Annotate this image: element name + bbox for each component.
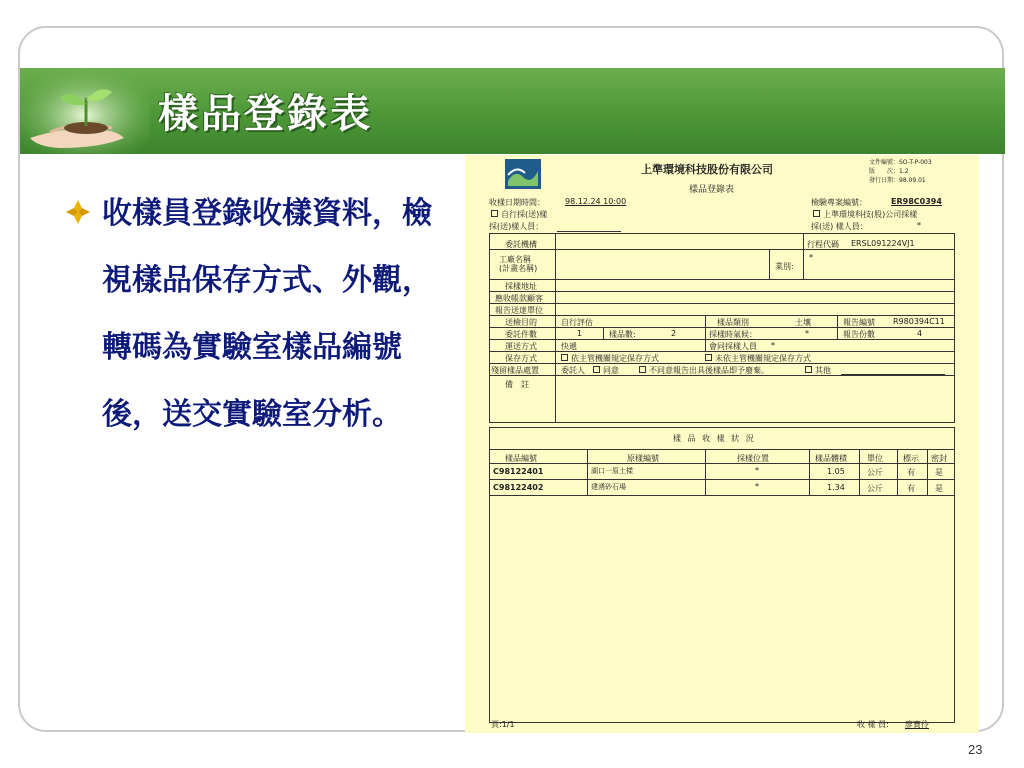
company-name: 上準環境科技股份有限公司 [641, 163, 773, 176]
preserve-opt1-checkbox [561, 354, 568, 361]
collector2-value: * [917, 221, 921, 230]
receive-time-value: 98.12.24 10:00 [565, 197, 627, 206]
retain-other-checkbox [805, 366, 812, 373]
remarks-label: 備 註 [505, 380, 529, 389]
row2-sealed: 是 [935, 484, 943, 493]
row-line-8 [489, 351, 955, 352]
header-location: 採樣位置 [737, 454, 769, 463]
receipt-table [489, 427, 955, 723]
factory-label: 工廠名稱 (計畫名稱) [499, 255, 538, 273]
receipt-col-1 [587, 449, 588, 495]
row2-label: 有 [907, 484, 915, 493]
form-title: 樣品登錄表 [689, 185, 735, 195]
industry-divider-a [769, 249, 770, 279]
retain-opt1-label: 委託人 [561, 366, 585, 375]
receipt-col-5 [897, 449, 898, 495]
purpose-value: 自行評估 [561, 318, 593, 327]
bullet-paragraph: 收樣員登錄收樣資料，檢視樣品保存方式、外觀，轉碼為實驗室樣品編號後，送交實驗室分析。 [102, 196, 432, 432]
report-no-label: 報告編號 [843, 318, 875, 327]
count-value: 1 [577, 329, 583, 338]
form-table [489, 233, 955, 423]
retain-label: 殘留樣品處置 [491, 366, 539, 375]
company-collect-checkbox [813, 210, 820, 217]
seedling-hand-icon [20, 68, 150, 154]
page-number: 23 [968, 742, 983, 757]
row1-unit: 公斤 [867, 468, 883, 477]
joint-collector-value: * [771, 341, 775, 350]
preserve-opt1-label: 依主管機關規定保存方式 [571, 354, 659, 363]
joint-collector-label: 會同採樣人員 [709, 342, 757, 351]
count-divider [603, 327, 604, 339]
row2-unit: 公斤 [867, 484, 883, 493]
receipt-header-line [489, 463, 955, 464]
industry-divider-b [803, 249, 804, 279]
collector-label: 採(送)樣人員： [489, 222, 544, 231]
receive-time-label: 收樣日期時間： [489, 198, 545, 207]
itinerary-value: ERSL091224VJ1 [851, 239, 915, 248]
preserve-label: 保存方式 [505, 354, 537, 363]
receipt-row-line-1 [489, 479, 955, 480]
header-unit: 單位 [867, 454, 883, 463]
industry-label: 業別: [775, 262, 794, 271]
diamond-bullet-icon [64, 198, 92, 226]
receipt-col-2 [705, 449, 706, 495]
row2-sample-no: C98122402 [493, 483, 544, 492]
self-collect-checkbox [491, 210, 498, 217]
header-original-no: 原樣編號 [627, 454, 659, 463]
weather-value: * [805, 329, 809, 338]
retain-other-label: 其他 [815, 366, 831, 375]
footer-page: 頁:1/1 [491, 720, 515, 729]
case-no-value: ER98C0394 [891, 197, 942, 206]
sample-type-label: 樣品類別 [717, 318, 749, 327]
scanned-form [465, 155, 979, 733]
doc-meta-3: 發行日期：98.09.01 [869, 177, 926, 184]
row2-original-no: 建湧砂石場 [591, 483, 626, 491]
footer-receiver-label: 收 樣 員: [857, 720, 889, 729]
row1-volume: 1.05 [827, 467, 845, 476]
case-no-label: 檢驗專案編號： [811, 198, 867, 207]
retain-agree-checkbox [593, 366, 600, 373]
company-logo-icon [505, 159, 541, 189]
report-unit-label: 報告送達單位 [495, 306, 543, 315]
doc-meta-2: 版 次：1.2 [869, 168, 909, 175]
retain-agree-label: 同意 [603, 366, 619, 375]
billing-label: 應收帳款顧客 [495, 294, 543, 303]
row-line-1 [489, 249, 955, 250]
row-line-10 [489, 375, 955, 376]
collector2-label: 採(送) 樣人員： [811, 222, 868, 231]
row-line-9 [489, 363, 955, 364]
sample-count-value: 2 [671, 329, 677, 338]
row-line-3 [489, 291, 955, 292]
header-sealed: 密封 [931, 454, 947, 463]
sample-type-value: 土壤 [795, 318, 811, 327]
report-no-value: R980394C11 [893, 317, 945, 326]
retain-disagree-checkbox [639, 366, 646, 373]
sample-count-label: 樣品數: [609, 330, 636, 339]
client-label: 委託機構 [505, 240, 537, 249]
purpose-label: 送檢目的 [505, 318, 537, 327]
weather-label: 採樣時氣候： [709, 330, 757, 339]
preserve-opt2-checkbox [705, 354, 712, 361]
row1-label: 有 [907, 468, 915, 477]
itinerary-label: 行程代碼 [807, 240, 839, 249]
retain-disagree-label: 不同意報告出具後樣品即予廢棄。 [649, 366, 769, 375]
row-line-4 [489, 303, 955, 304]
header-volume: 樣品體積 [815, 454, 847, 463]
row1-sealed: 是 [935, 468, 943, 477]
company-collect-label: 上準環境科技(股)公司採樣 [823, 210, 918, 219]
slide-title: 樣品登錄表 [158, 91, 373, 137]
receipt-title: 樣 品 收 樣 狀 況 [673, 434, 756, 443]
row-line-6 [489, 327, 955, 328]
footer-receiver-value: 廖寶伶 [905, 720, 929, 729]
receipt-col-6 [927, 449, 928, 495]
report-copies-value: 4 [917, 329, 923, 338]
row2-location: * [755, 482, 759, 491]
receipt-title-line [489, 449, 955, 450]
row1-original-no: 湖口一原土樣 [591, 467, 633, 475]
count-label: 委託件數 [505, 330, 537, 339]
doc-meta-1: 文件編號：SO-T-P-003 [869, 159, 932, 166]
receipt-col-4 [859, 449, 860, 495]
row1-sample-no: C98122401 [493, 467, 544, 476]
transport-label: 運送方式 [505, 342, 537, 351]
row1-location: * [755, 466, 759, 475]
report-copies-label: 報告份數 [843, 330, 875, 339]
transport-value: 快遞 [561, 342, 577, 351]
row-line-7 [489, 339, 955, 340]
receipt-row-line-2 [489, 495, 955, 496]
header-label: 標示 [903, 454, 919, 463]
row-line-5 [489, 315, 955, 316]
purpose-divider-a [705, 315, 706, 351]
self-collect-label: 自行採(送)樣 [501, 210, 548, 219]
header-sample-no: 樣品編號 [505, 454, 537, 463]
row2-volume: 1.34 [827, 483, 845, 492]
preserve-opt2-label: 未依主管機關規定保存方式 [715, 354, 811, 363]
receipt-col-3 [809, 449, 810, 495]
sample-address-label: 採樣地址 [505, 282, 537, 291]
industry-value: * [809, 253, 813, 262]
row-line-2 [489, 279, 955, 280]
collector-underline [557, 231, 621, 232]
table-col-divider [555, 233, 556, 423]
itinerary-divider [803, 233, 804, 249]
